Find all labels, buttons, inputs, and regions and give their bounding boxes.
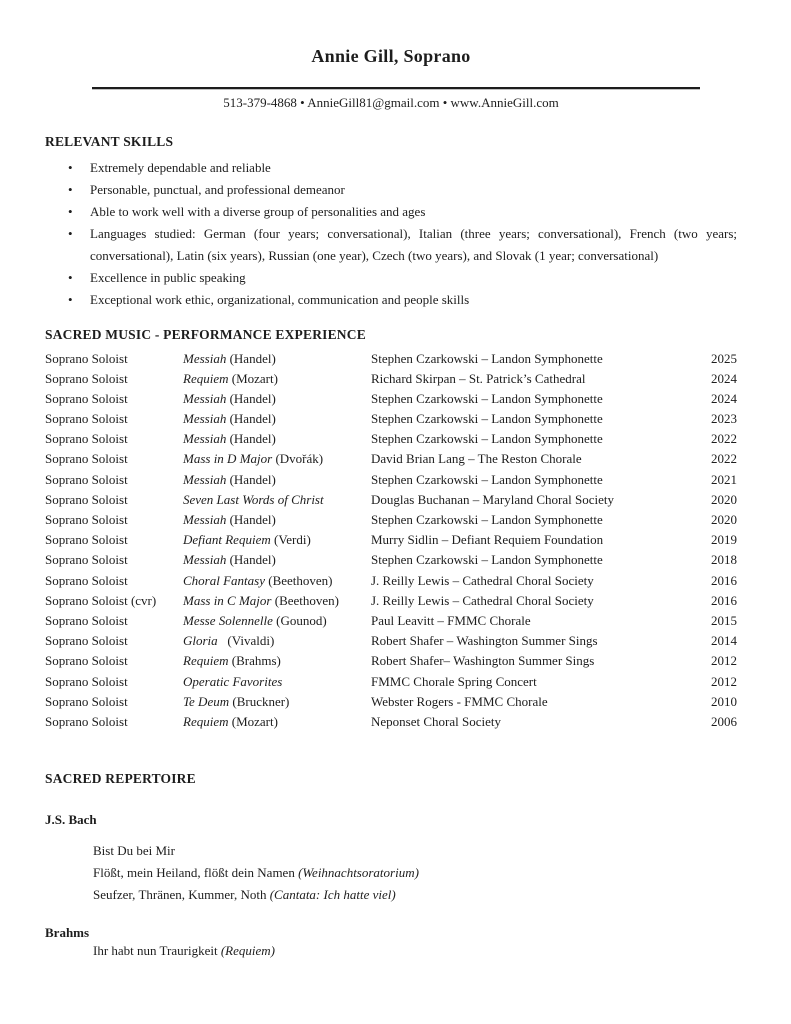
- work-cell: [183, 591, 371, 611]
- work-cell: [183, 389, 371, 409]
- presenter-cell: Stephen Czarkowski – Landon Symphonette: [371, 512, 603, 528]
- year-cell: 2020: [711, 512, 737, 528]
- piece-source: (Requiem): [220, 943, 275, 959]
- work-cell: [183, 550, 371, 570]
- work-cell: [183, 530, 371, 550]
- year-cell: 2020: [711, 491, 737, 507]
- performance-row: [45, 510, 737, 530]
- work-title: Messiah: [183, 431, 227, 447]
- role-cell: Soprano Soloist: [45, 512, 128, 528]
- work-cell: [183, 611, 371, 631]
- skills-section: [45, 134, 737, 311]
- skill-item: [68, 179, 737, 201]
- performance-row: [45, 470, 737, 490]
- work-cell: [183, 490, 371, 510]
- work-title: Requiem: [183, 370, 229, 386]
- work-cell: [183, 510, 371, 530]
- piece-title: Seufzer, Thränen, Kummer, Noth: [93, 886, 270, 902]
- year-cell: 2022: [711, 431, 737, 447]
- presenter-cell: Stephen Czarkowski – Landon Symphonette: [371, 350, 603, 366]
- year-cell: 2019: [711, 532, 737, 548]
- work-title: Messiah: [183, 411, 227, 427]
- skill-item: [68, 289, 737, 311]
- repertoire-section: [45, 771, 737, 962]
- work-composer: (Verdi): [270, 532, 311, 548]
- performance-row: [45, 550, 737, 570]
- role-cell: Soprano Soloist: [45, 532, 128, 548]
- work-composer: (Handel): [226, 552, 276, 568]
- year-cell: 2016: [711, 572, 737, 588]
- work-title: Messiah: [183, 390, 227, 406]
- work-title: Seven Last Words of Christ: [183, 491, 324, 507]
- role-cell: Soprano Soloist: [45, 612, 128, 628]
- role-cell: Soprano Soloist: [45, 471, 128, 487]
- piece-title: Flößt, mein Heiland, flößt dein Namen: [93, 864, 299, 880]
- work-title: Messiah: [183, 512, 227, 528]
- year-cell: 2025: [711, 350, 737, 366]
- work-title: Mass in D Major: [183, 451, 273, 467]
- work-title: Defiant Requiem: [183, 532, 271, 548]
- work-composer: (Beethoven): [271, 592, 339, 608]
- piece-source: (Cantata: Ich hatte viel): [269, 886, 396, 902]
- role-cell: Soprano Soloist: [45, 713, 128, 729]
- piece-title: Bist Du bei Mir: [93, 842, 175, 858]
- performance-table: [45, 349, 737, 733]
- brahms-piece-list: [93, 940, 737, 962]
- skill-text: Excellence in public speaking: [90, 270, 246, 285]
- performance-row: [45, 692, 737, 712]
- performance-section: [45, 327, 737, 732]
- role-cell: Soprano Soloist: [45, 653, 128, 669]
- presenter-cell: J. Reilly Lewis – Cathedral Choral Society: [371, 572, 594, 588]
- role-cell: Soprano Soloist: [45, 451, 128, 467]
- work-composer: (Bruckner): [229, 693, 290, 709]
- work-cell: [183, 571, 371, 591]
- piece-line: [93, 940, 737, 962]
- year-cell: 2016: [711, 592, 737, 608]
- work-composer: (Handel): [226, 390, 276, 406]
- presenter-cell: David Brian Lang – The Reston Chorale: [371, 451, 582, 467]
- skill-item: [68, 201, 737, 223]
- composer-heading-brahms: Brahms: [45, 924, 90, 940]
- work-title: Requiem: [183, 653, 229, 669]
- piece-line: [93, 862, 737, 884]
- role-cell: Soprano Soloist: [45, 411, 128, 427]
- work-cell: [183, 409, 371, 429]
- performance-row: [45, 389, 737, 409]
- work-composer: (Beethoven): [264, 572, 333, 588]
- performance-row: [45, 651, 737, 671]
- piece-title: Ihr habt nun Traurigkeit: [93, 943, 221, 959]
- work-title: Messiah: [183, 350, 227, 366]
- work-cell: [183, 470, 371, 490]
- section-heading-skills: RELEVANT SKILLS: [45, 134, 174, 150]
- work-cell: [183, 429, 371, 449]
- contact-line: 513-379-4868 • AnnieGill81@gmail.com • www.AnnieGill.com: [223, 94, 559, 110]
- skill-item: [68, 267, 737, 289]
- piece-source: (Weihnachtsoratorium): [298, 864, 419, 880]
- role-cell: Soprano Soloist: [45, 552, 128, 568]
- performance-row: [45, 490, 737, 510]
- work-composer: (Handel): [226, 512, 276, 528]
- work-composer: (Handel): [226, 411, 276, 427]
- presenter-cell: Murry Sidlin – Defiant Requiem Foundation: [371, 532, 604, 548]
- performance-row: [45, 611, 737, 631]
- role-cell: Soprano Soloist: [45, 390, 128, 406]
- performance-row: [45, 429, 737, 449]
- work-cell: [183, 692, 371, 712]
- presenter-cell: J. Reilly Lewis – Cathedral Choral Society: [371, 592, 594, 608]
- role-cell: Soprano Soloist (cvr): [45, 592, 157, 608]
- year-cell: 2024: [711, 370, 737, 386]
- presenter-cell: FMMC Chorale Spring Concert: [371, 673, 537, 689]
- performance-row: [45, 530, 737, 550]
- presenter-cell: Douglas Buchanan – Maryland Choral Society: [371, 491, 614, 507]
- work-composer: (Handel): [226, 471, 276, 487]
- section-heading-performance: SACRED MUSIC - PERFORMANCE EXPERIENCE: [45, 327, 366, 342]
- presenter-cell: Robert Shafer– Washington Summer Sings: [371, 653, 595, 669]
- skill-text: Exceptional work ethic, organizational, communication and people skills: [90, 292, 470, 307]
- skill-text: Languages studied: German (four years; conversational), Italian (three years; conversational), French (two years; conversational), Latin (six years), Russian (one year), Czech (two years), and Slovak (1 year; conversational): [90, 226, 737, 263]
- work-composer: (Vivaldi): [217, 633, 275, 649]
- work-cell: [183, 449, 371, 469]
- skill-text: Extremely dependable and reliable: [90, 160, 271, 175]
- work-composer: (Gounod): [272, 612, 327, 628]
- year-cell: 2012: [711, 673, 737, 689]
- performance-row: [45, 591, 737, 611]
- work-composer: (Mozart): [228, 370, 278, 386]
- work-title: Requiem: [183, 713, 229, 729]
- role-cell: Soprano Soloist: [45, 350, 128, 366]
- year-cell: 2021: [711, 471, 737, 487]
- presenter-cell: Stephen Czarkowski – Landon Symphonette: [371, 431, 603, 447]
- work-title: Operatic Favorites: [183, 673, 283, 689]
- piece-line: [93, 884, 737, 906]
- work-composer: (Dvořák): [272, 451, 324, 467]
- year-cell: 2022: [711, 451, 737, 467]
- performance-row: [45, 631, 737, 651]
- bach-piece-list: [93, 840, 737, 906]
- work-title: Messiah: [183, 471, 227, 487]
- presenter-cell: Stephen Czarkowski – Landon Symphonette: [371, 471, 603, 487]
- presenter-cell: Neponset Choral Society: [371, 713, 501, 729]
- skill-item: [68, 223, 737, 267]
- work-cell: [183, 712, 371, 732]
- presenter-cell: Stephen Czarkowski – Landon Symphonette: [371, 390, 603, 406]
- year-cell: 2015: [711, 612, 737, 628]
- work-title: Messe Solennelle: [183, 612, 273, 628]
- section-heading-repertoire: SACRED REPERTOIRE: [45, 771, 196, 787]
- presenter-cell: Robert Shafer – Washington Summer Sings: [371, 633, 598, 649]
- year-cell: 2014: [711, 633, 737, 649]
- presenter-cell: Richard Skirpan – St. Patrick’s Cathedral: [371, 370, 586, 386]
- skills-list: [68, 157, 737, 311]
- performance-row: [45, 449, 737, 469]
- presenter-cell: Stephen Czarkowski – Landon Symphonette: [371, 411, 603, 427]
- presenter-cell: Webster Rogers - FMMC Chorale: [371, 693, 548, 709]
- page-title: Annie Gill, Soprano: [311, 46, 471, 66]
- work-title: Te Deum: [183, 693, 230, 709]
- performance-row: [45, 571, 737, 591]
- role-cell: Soprano Soloist: [45, 491, 128, 507]
- role-cell: Soprano Soloist: [45, 693, 128, 709]
- performance-row: [45, 349, 737, 369]
- header-divider: [92, 87, 700, 89]
- work-composer: (Mozart): [228, 713, 278, 729]
- piece-line: [93, 840, 737, 862]
- year-cell: 2006: [711, 713, 737, 729]
- skill-text: Personable, punctual, and professional demeanor: [90, 182, 345, 197]
- performance-row: [45, 409, 737, 429]
- work-title: Mass in C Major: [183, 592, 272, 608]
- work-composer: (Handel): [226, 350, 276, 366]
- work-title: Gloria: [183, 633, 218, 649]
- composer-heading-bach: J.S. Bach: [45, 811, 97, 827]
- performance-row: [45, 712, 737, 732]
- work-cell: [183, 631, 371, 651]
- role-cell: Soprano Soloist: [45, 431, 128, 447]
- year-cell: 2010: [711, 693, 737, 709]
- work-composer: (Handel): [226, 431, 276, 447]
- performance-row: [45, 369, 737, 389]
- work-composer: (Brahms): [228, 653, 281, 669]
- role-cell: Soprano Soloist: [45, 572, 128, 588]
- work-cell: [183, 651, 371, 671]
- skill-item: [68, 157, 737, 179]
- skill-text: Able to work well with a diverse group of personalities and ages: [90, 204, 426, 219]
- role-cell: Soprano Soloist: [45, 673, 128, 689]
- presenter-cell: Paul Leavitt – FMMC Chorale: [371, 612, 531, 628]
- performance-row: [45, 672, 737, 692]
- year-cell: 2018: [711, 552, 737, 568]
- work-cell: [183, 349, 371, 369]
- role-cell: Soprano Soloist: [45, 633, 128, 649]
- year-cell: 2012: [711, 653, 737, 669]
- presenter-cell: Stephen Czarkowski – Landon Symphonette: [371, 552, 603, 568]
- work-cell: [183, 672, 371, 692]
- year-cell: 2024: [711, 390, 737, 406]
- role-cell: Soprano Soloist: [45, 370, 128, 386]
- work-cell: [183, 369, 371, 389]
- work-title: Messiah: [183, 552, 227, 568]
- year-cell: 2023: [711, 411, 737, 427]
- work-title: Choral Fantasy: [183, 572, 265, 588]
